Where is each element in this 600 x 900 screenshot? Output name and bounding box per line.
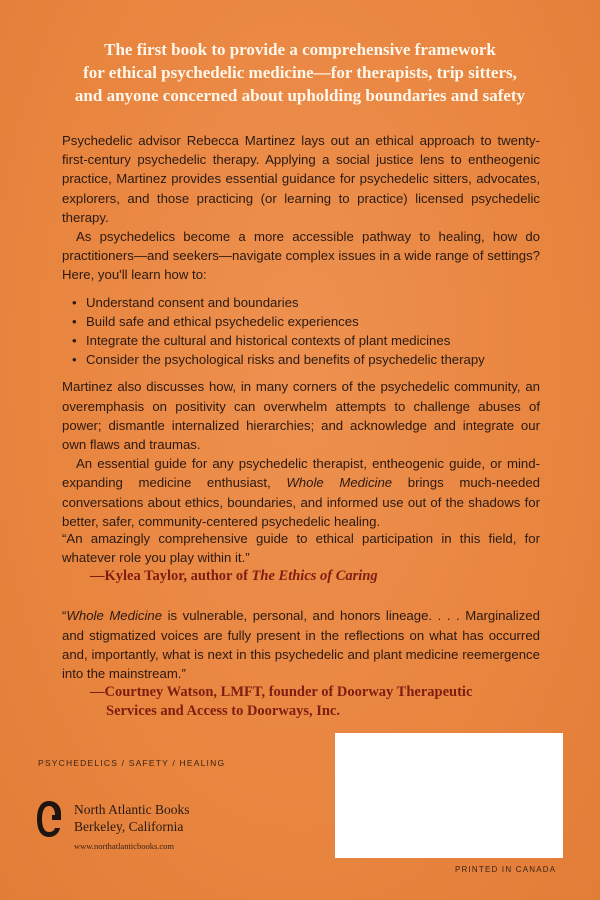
paragraph: As psychedelics become a more accessible pathway to healing, how do practitioners—and seekers—navigate complex issues in a wide range of settings? Here, you'll learn how to: — [62, 229, 540, 283]
publisher-name-line: North Atlantic Books — [74, 802, 190, 817]
book-title: Whole Medicine — [286, 475, 393, 491]
quote-attribution — [90, 567, 540, 586]
list-item: • Consider the psychological risks and benefits of psychedelic therapy — [72, 350, 540, 369]
quote-text: “An amazingly comprehensive guide to ethical participation in this field, for whatever role you play within it.” — [62, 531, 540, 566]
publisher-location: Berkeley, California — [74, 819, 184, 834]
attribution-line: Services and Access to Doorways, Inc. — [106, 703, 340, 720]
attribution-text: —Kylea Taylor, author of — [90, 568, 252, 585]
headline — [40, 38, 560, 107]
quote-text — [62, 606, 540, 683]
category-label: PSYCHEDELICS / SAFETY / HEALING — [38, 758, 226, 768]
paragraph: Psychedelic advisor Rebecca Martinez lays out an ethical approach to twenty-first-century psychedelic therapy. Applying a social justice lens to entheogenic practice, Martinez provides essential guidance for psychedelic sitters, advocates, explorers, and those practicing (or learning to practice) licensed psychedelic therapy. — [62, 133, 540, 225]
quote-attribution — [90, 683, 540, 721]
text-run: “ — [62, 608, 67, 624]
list-item: • Understand consent and boundaries — [72, 293, 540, 312]
learning-list — [62, 293, 540, 370]
headline-line: and anyone concerned about upholding boundaries and safety — [74, 86, 526, 105]
book-title: Whole Medicine — [66, 608, 163, 624]
paragraph — [62, 454, 540, 531]
publisher-block — [36, 799, 276, 859]
description — [62, 131, 540, 531]
text-run: is vulnerable, personal, and honors lineage. . . . Marginalized and stigmatized voices are fully present in the reflections on what has occurred and, importantly, what is next in this psychedelic and plant medicine reemergence into the mainstream.” — [62, 608, 540, 682]
text-run: An essential guide for any psychedelic therapist, entheogenic guide, or mind-expanding medicine enthusiast, — [62, 456, 540, 491]
attribution-book-title: The Ethics of Caring — [251, 568, 378, 585]
list-item: • Build safe and ethical psychedelic experiences — [72, 312, 540, 331]
publisher-name — [74, 801, 190, 835]
publisher-url: www.northatlanticbooks.com — [74, 841, 175, 851]
endorsement — [62, 606, 540, 721]
text-run: brings much-needed conversations about ethics, boundaries, and informed use out of the shadows for better, safer, community-centered psychedelic healing. — [62, 475, 540, 529]
printed-in-label: PRINTED IN CANADA — [455, 865, 557, 874]
paragraph: Martinez also discusses how, in many corners of the psychedelic community, an overemphasis on positivity can overwhelm attempts to challenge abuses of power; dismantle internalized hierarchies; and acknowledge and integrate our own flaws and traumas. — [62, 379, 540, 453]
barcode-area — [335, 733, 563, 858]
endorsement — [62, 529, 540, 586]
endorsements — [62, 529, 540, 721]
north-atlantic-books-logo-icon — [36, 799, 62, 839]
headline-line: The first book to provide a comprehensive framework — [104, 40, 496, 59]
attribution-line: —Courtney Watson, LMFT, founder of Doorway Therapeutic — [90, 684, 473, 701]
headline-line: for ethical psychedelic medicine—for therapists, trip sitters, — [83, 63, 517, 82]
list-item: • Integrate the cultural and historical contexts of plant medicines — [72, 331, 540, 350]
